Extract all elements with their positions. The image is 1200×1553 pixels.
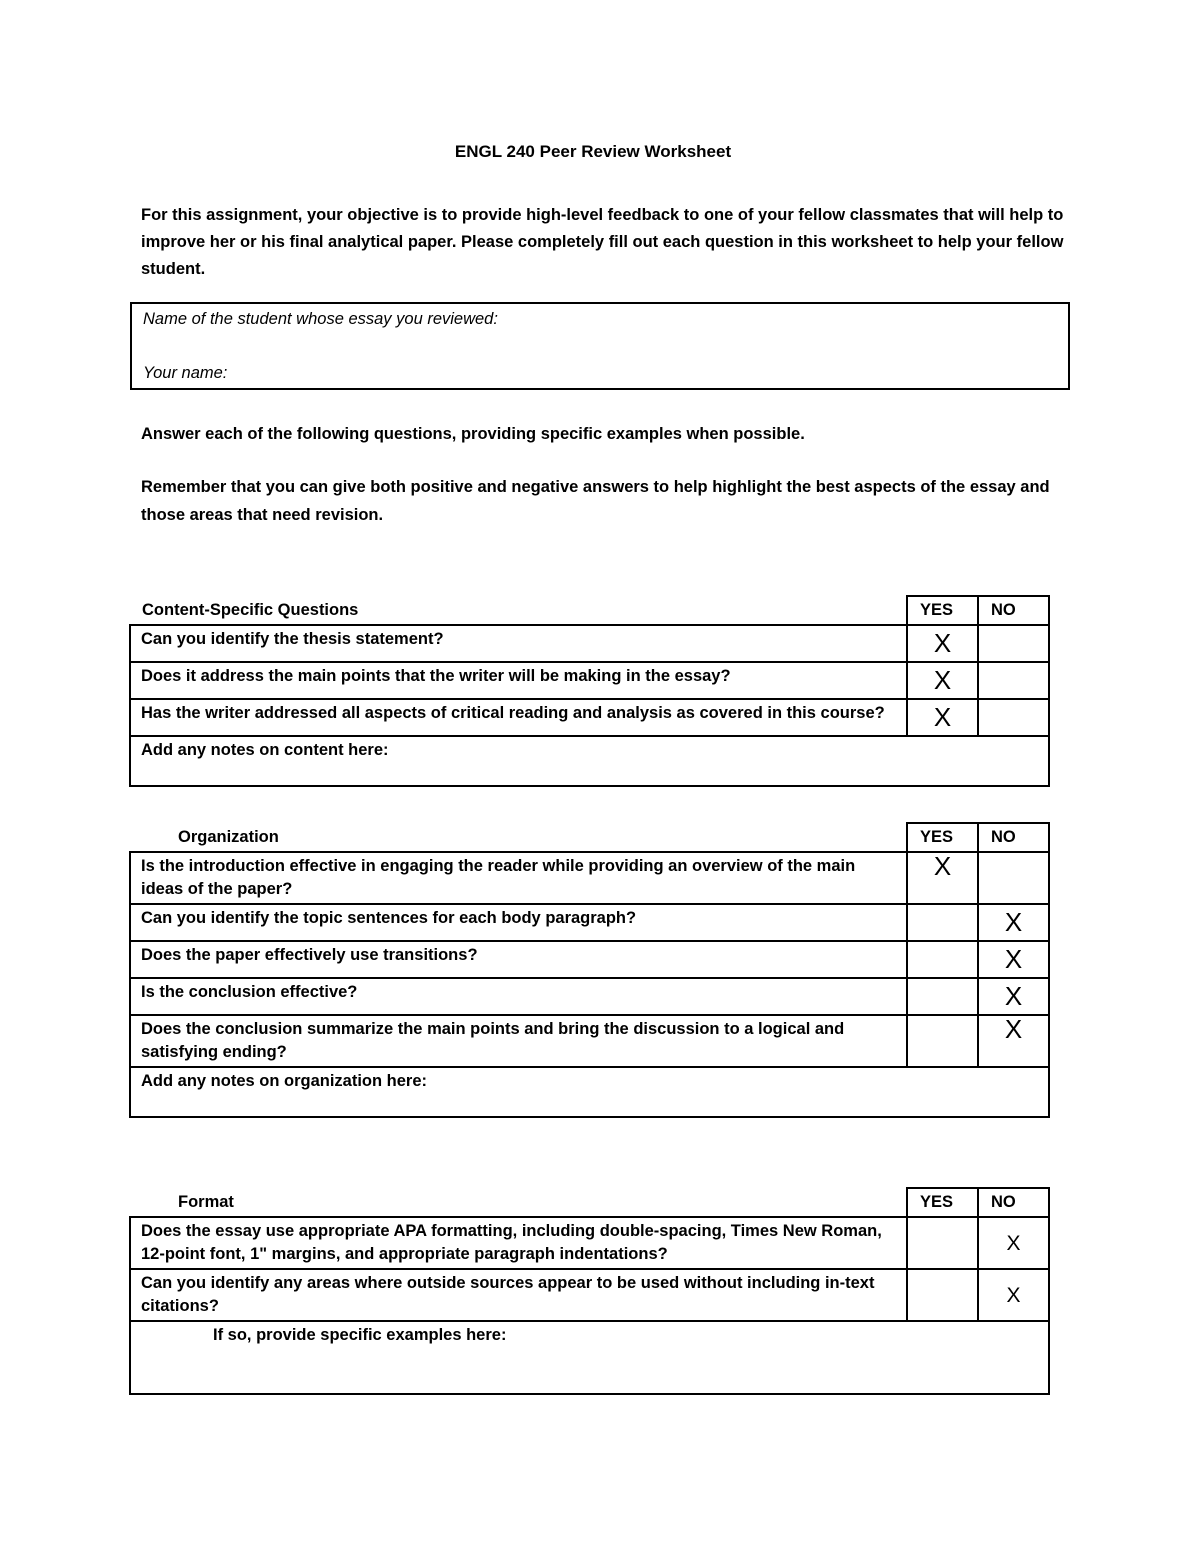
no-checkbox[interactable] bbox=[978, 699, 1049, 736]
question-text: Can you identify the thesis statement? bbox=[130, 625, 907, 662]
no-checkbox[interactable]: X bbox=[978, 904, 1049, 941]
yes-checkbox[interactable]: X bbox=[907, 699, 978, 736]
question-text: Does it address the main points that the writer will be making in the essay? bbox=[130, 662, 907, 699]
section-heading: Format bbox=[130, 1188, 907, 1217]
reviewed-student-label[interactable]: Name of the student whose essay you reviewed: bbox=[143, 310, 498, 328]
intro-paragraph: For this assignment, your objective is to provide high-level feedback to one of your fellow classmates that will help to improve her or his final analytical paper. Please completely fill out each question in this worksheet to help your fellow student. bbox=[141, 206, 1064, 278]
no-column-header: NO bbox=[978, 823, 1049, 852]
question-text: Can you identify any areas where outside sources appear to be used without including in-text citations? bbox=[130, 1269, 907, 1321]
table-row bbox=[130, 662, 1049, 699]
table-row bbox=[130, 852, 1049, 904]
no-checkbox[interactable] bbox=[978, 625, 1049, 662]
question-text: Does the essay use appropriate APA formatting, including double-spacing, Times New Roman, 12-point font, 1" margins, and appropriate paragraph indentations? bbox=[130, 1217, 907, 1269]
no-checkbox[interactable] bbox=[978, 662, 1049, 699]
table-row bbox=[130, 1217, 1049, 1269]
your-name-label[interactable]: Your name: bbox=[143, 364, 228, 382]
page-title: ENGL 240 Peer Review Worksheet bbox=[454, 142, 732, 161]
no-checkbox[interactable]: X bbox=[978, 1269, 1049, 1321]
yes-checkbox[interactable]: X bbox=[907, 852, 978, 904]
yes-column-header: YES bbox=[907, 823, 978, 852]
yes-checkbox[interactable] bbox=[907, 1217, 978, 1269]
question-text: Has the writer addressed all aspects of critical reading and analysis as covered in this course? bbox=[130, 699, 907, 736]
question-text: Is the introduction effective in engaging the reader while providing an overview of the main ideas of the paper? bbox=[130, 852, 907, 904]
content-notes-field[interactable]: Add any notes on content here: bbox=[130, 736, 1049, 786]
section-heading: Content-Specific Questions bbox=[130, 596, 907, 625]
no-checkbox[interactable]: X bbox=[978, 1217, 1049, 1269]
table-row bbox=[130, 699, 1049, 736]
yes-checkbox[interactable] bbox=[907, 1015, 978, 1067]
format-questions-table bbox=[129, 1187, 1050, 1395]
yes-checkbox[interactable] bbox=[907, 978, 978, 1015]
organization-questions-table bbox=[129, 822, 1050, 1118]
table-row bbox=[130, 625, 1049, 662]
content-questions-table bbox=[129, 595, 1050, 787]
no-column-header: NO bbox=[978, 1188, 1049, 1217]
no-checkbox[interactable] bbox=[978, 852, 1049, 904]
table-row bbox=[130, 1015, 1049, 1067]
instruction-remember: Remember that you can give both positive and negative answers to help highlight the best aspects of the essay and those areas that need revision. bbox=[141, 478, 1050, 524]
name-box bbox=[130, 302, 1070, 390]
question-text: Is the conclusion effective? bbox=[130, 978, 907, 1015]
yes-checkbox[interactable] bbox=[907, 904, 978, 941]
table-row bbox=[130, 904, 1049, 941]
question-text: Does the paper effectively use transitions? bbox=[130, 941, 907, 978]
instruction-answer: Answer each of the following questions, providing specific examples when possible. bbox=[141, 425, 805, 443]
table-row bbox=[130, 1269, 1049, 1321]
section-heading: Organization bbox=[130, 823, 907, 852]
yes-checkbox[interactable]: X bbox=[907, 662, 978, 699]
table-row bbox=[130, 941, 1049, 978]
yes-column-header: YES bbox=[907, 1188, 978, 1217]
no-checkbox[interactable]: X bbox=[978, 978, 1049, 1015]
organization-notes-field[interactable]: Add any notes on organization here: bbox=[130, 1067, 1049, 1117]
question-text: Does the conclusion summarize the main points and bring the discussion to a logical and satisfying ending? bbox=[130, 1015, 907, 1067]
yes-checkbox[interactable]: X bbox=[907, 625, 978, 662]
format-examples-field[interactable]: If so, provide specific examples here: bbox=[130, 1321, 1049, 1394]
yes-checkbox[interactable] bbox=[907, 1269, 978, 1321]
yes-checkbox[interactable] bbox=[907, 941, 978, 978]
yes-column-header: YES bbox=[907, 596, 978, 625]
no-checkbox[interactable]: X bbox=[978, 941, 1049, 978]
no-column-header: NO bbox=[978, 596, 1049, 625]
no-checkbox[interactable]: X bbox=[978, 1015, 1049, 1067]
question-text: Can you identify the topic sentences for each body paragraph? bbox=[130, 904, 907, 941]
table-row bbox=[130, 978, 1049, 1015]
